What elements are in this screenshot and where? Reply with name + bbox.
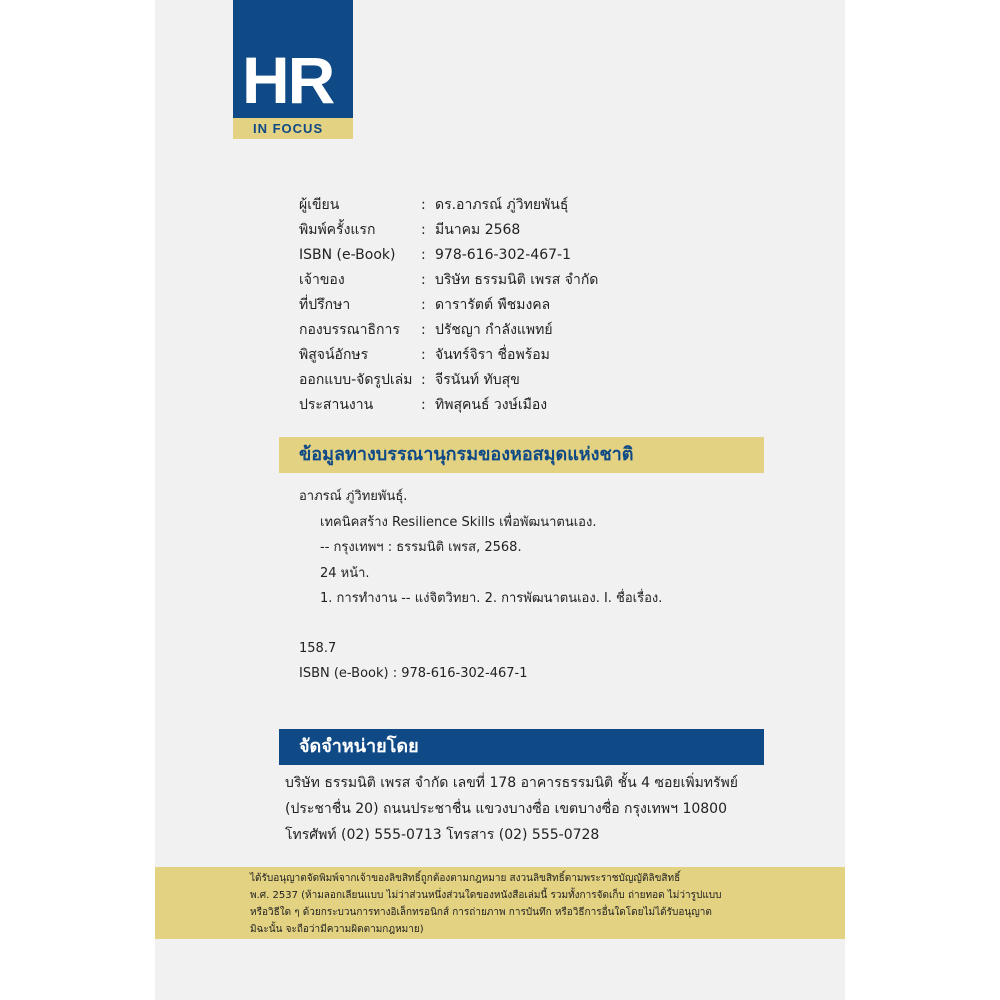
credit-label: ที่ปรึกษา: [299, 297, 351, 313]
logo-main-text: HR: [242, 43, 334, 117]
credit-row-first-print: [299, 218, 759, 243]
cip-subjects: 1. การทำงาน -- แง่จิตวิทยา. 2. การพัฒนาตนเอง. I. ชื่อเรื่อง.: [320, 591, 663, 606]
cip-publisher: -- กรุงเทพฯ : ธรรมนิติ เพรส, 2568.: [320, 540, 522, 555]
cip-classification: 158.7: [299, 640, 337, 656]
logo-sub-text: IN FOCUS: [233, 118, 353, 139]
credit-colon: :: [421, 347, 426, 363]
copyright-line: พ.ศ. 2537 (ห้ามลอกเลียนแบบ ไม่ว่าส่วนหนึ่งส่วนใดของหนังสือเล่มนี้ รวมทั้งการจัดเก็บ ถ่ายทอด ไม่ว่ารูปแบบ: [250, 890, 722, 901]
cip-heading: ข้อมูลทางบรรณานุกรมของหอสมุดแห่งชาติ: [279, 437, 764, 473]
copyright-line: หรือวิธีใด ๆ ด้วยกระบวนการทางอิเล็กทรอนิกส์ การถ่ายภาพ การบันทึก หรือวิธีการอื่นใดโดยไม่ได้รับอนุญาต: [250, 907, 712, 918]
credit-value: จีรนันท์ ทับสุข: [435, 372, 520, 388]
credit-label: ผู้เขียน: [299, 197, 340, 213]
credit-label: ISBN (e-Book): [299, 247, 396, 263]
credit-value: มีนาคม 2568: [435, 222, 521, 238]
cip-block: [299, 484, 769, 687]
credit-value: 978-616-302-467-1: [435, 247, 572, 263]
credit-label: พิมพ์ครั้งแรก: [299, 222, 376, 238]
credit-row-proofreading: [299, 343, 759, 368]
credit-colon: :: [421, 397, 426, 413]
credit-row-owner: [299, 268, 759, 293]
credit-row-author: [299, 193, 759, 218]
credit-label: ออกแบบ-จัดรูปเล่ม: [299, 372, 413, 388]
credit-colon: :: [421, 197, 426, 213]
cip-title: เทคนิคสร้าง Resilience Skills เพื่อพัฒนาตนเอง.: [320, 514, 597, 530]
distribution-line: บริษัท ธรรมนิติ เพรส จำกัด เลขที่ 178 อาคารธรรมนิติ ชั้น 4 ซอยเพิ่มทรัพย์: [285, 775, 738, 791]
credit-colon: :: [421, 247, 426, 263]
cip-pages: 24 หน้า.: [320, 565, 370, 581]
credit-label: เจ้าของ: [299, 272, 345, 288]
credit-value: ทิพสุคนธ์ วงษ์เมือง: [435, 397, 548, 413]
distribution-line: โทรศัพท์ (02) 555-0713 โทรสาร (02) 555-0728: [285, 827, 600, 843]
credit-colon: :: [421, 222, 426, 238]
credit-row-coordination: [299, 393, 759, 418]
copyright-line: มิฉะนั้น จะถือว่ามีความผิดตามกฎหมาย): [250, 924, 424, 935]
hr-in-focus-logo: [233, 0, 353, 139]
credits-list: [299, 193, 759, 418]
credit-value: ดร.อาภรณ์ ภู่วิทยพันธุ์: [435, 197, 569, 213]
book-page: [155, 0, 845, 1000]
distribution-address: [285, 770, 765, 848]
credit-row-advisor: [299, 293, 759, 318]
distribution-heading: จัดจำหน่ายโดย: [279, 729, 764, 765]
credit-colon: :: [421, 272, 426, 288]
cip-isbn: ISBN (e-Book) : 978-616-302-467-1: [299, 666, 528, 681]
distribution-line: (ประชาชื่น 20) ถนนประชาชื่น แขวงบางซื่อ เขตบางซื่อ กรุงเทพฯ 10800: [285, 801, 727, 817]
copyright-line: ได้รับอนุญาตจัดพิมพ์จากเจ้าของลิขสิทธิ์ถูกต้องตามกฎหมาย สงวนลิขสิทธิ์ตามพระราชบัญญัติลิขสิทธิ์: [250, 873, 681, 884]
credit-label: พิสูจน์อักษร: [299, 347, 369, 363]
credit-row-design: [299, 368, 759, 393]
credit-colon: :: [421, 372, 426, 388]
credit-value: บริษัท ธรรมนิติ เพรส จำกัด: [435, 272, 599, 288]
credit-value: ดารารัตต์ พืชมงคล: [435, 297, 551, 313]
credit-colon: :: [421, 297, 426, 313]
credit-value: ปรัชญา กำลังแพทย์: [435, 322, 553, 338]
credit-row-isbn: [299, 243, 759, 268]
credit-colon: :: [421, 322, 426, 338]
credit-row-editorial: [299, 318, 759, 343]
credit-label: ประสานงาน: [299, 397, 374, 413]
copyright-notice: [155, 867, 845, 939]
credit-value: จันทร์จิรา ชื่อพร้อม: [435, 347, 550, 363]
cip-author: อาภรณ์ ภู่วิทยพันธุ์.: [299, 489, 408, 504]
credit-label: กองบรรณาธิการ: [299, 322, 400, 338]
